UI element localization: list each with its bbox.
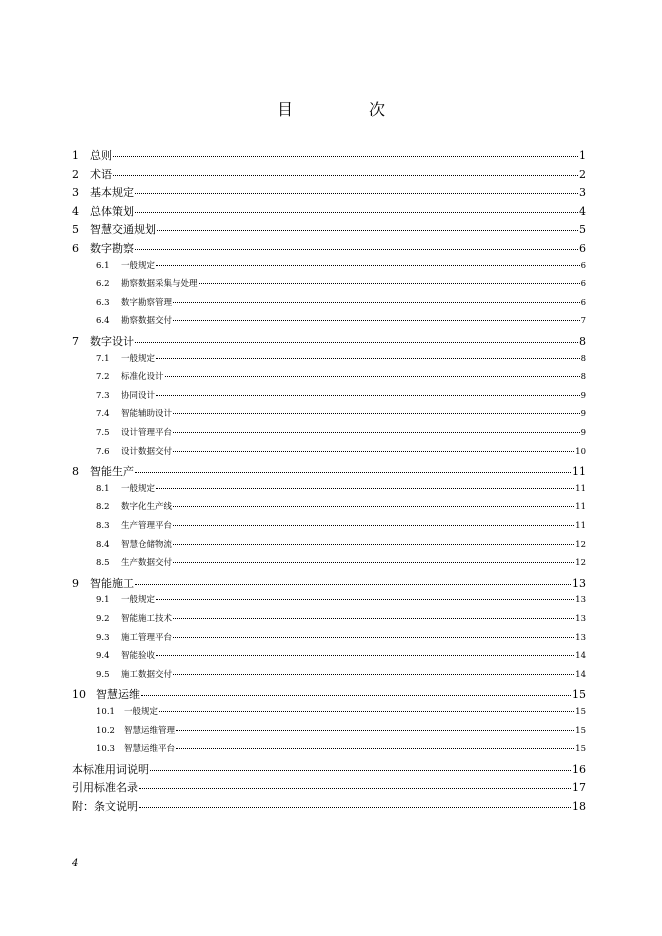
toc-entry-label: 数字化生产线	[121, 502, 173, 513]
toc-entry[interactable]	[72, 705, 586, 723]
toc-entry-number: 6	[72, 242, 79, 255]
toc-leader-dots	[113, 156, 578, 157]
toc-entry-page: 17	[572, 781, 586, 795]
toc-entry-number: 10.3	[96, 744, 115, 755]
toc-entry[interactable]	[72, 277, 586, 295]
toc-leader-dots	[135, 584, 571, 585]
toc-entry-label: 一般规定	[121, 483, 156, 494]
toc-entry-page: 15	[572, 688, 586, 702]
page-title: 目 次	[276, 100, 415, 119]
toc-entry-label: 施工数据交付	[121, 669, 173, 680]
toc-entry-page: 18	[572, 800, 586, 813]
toc-leader-dots	[156, 488, 574, 489]
toc-entry[interactable]	[72, 742, 586, 760]
toc-leader-dots	[173, 525, 574, 526]
toc-leader-dots	[173, 562, 574, 563]
toc-leader-dots	[173, 674, 574, 675]
toc-entry-page: 6	[579, 242, 586, 255]
toc-leader-dots	[173, 506, 574, 507]
toc-leader-dots	[141, 695, 571, 696]
toc-entry-label: 本标准用词说明	[72, 762, 149, 776]
toc-entry[interactable]	[72, 724, 586, 742]
toc-entry[interactable]	[72, 482, 586, 500]
toc-entry-label: 一般规定	[121, 353, 156, 364]
toc-leader-dots	[173, 451, 574, 452]
toc-entry-label: 一般规定	[121, 260, 156, 271]
toc-entry-number: 7.5	[96, 428, 110, 438]
toc-leader-dots	[173, 432, 580, 433]
toc-entry-page: 11	[575, 521, 586, 531]
toc-entry[interactable]	[72, 445, 586, 463]
toc-entry-label: 智能验收	[121, 651, 156, 662]
toc-entry-number: 8.5	[96, 558, 110, 569]
toc-leader-dots	[113, 175, 578, 176]
toc-entry-page: 1	[579, 149, 586, 162]
toc-leader-dots	[173, 544, 574, 545]
toc-entry-page: 14	[575, 669, 586, 680]
toc-entry-page: 11	[575, 502, 586, 513]
toc-entry-label: 智能施工	[90, 576, 134, 590]
toc-entry-label: 勘察数据交付	[121, 316, 173, 327]
toc-entry-page: 9	[580, 390, 586, 401]
toc-entry-label: 施工管理平台	[121, 632, 173, 643]
toc-entry[interactable]	[72, 166, 586, 184]
toc-entry-page: 12	[575, 539, 586, 550]
toc-leader-dots	[173, 637, 574, 638]
toc-leader-dots	[173, 618, 574, 619]
toc-entry-number: 7.6	[96, 446, 110, 457]
toc-entry-page: 5	[579, 223, 586, 237]
toc-entry-label: 附：条文说明	[72, 800, 138, 813]
toc-entry-label: 总体策划	[90, 204, 134, 218]
toc-entry[interactable]	[72, 259, 586, 277]
toc-entry-page: 6	[580, 297, 586, 308]
toc-entry-number: 9	[72, 576, 79, 590]
toc-entry-label: 一般规定	[124, 707, 159, 717]
toc-entry[interactable]	[72, 147, 586, 165]
toc-entry[interactable]	[72, 686, 586, 704]
toc-entry[interactable]	[72, 221, 586, 239]
toc-entry-label: 数字设计	[90, 335, 134, 348]
toc-entry[interactable]	[72, 389, 586, 407]
toc-entry-label: 协同设计	[121, 390, 156, 401]
toc-entry-page: 11	[575, 483, 586, 494]
toc-entry-page: 15	[575, 744, 586, 755]
toc-entry-number: 6.4	[96, 316, 110, 327]
toc-leader-dots	[173, 320, 580, 321]
toc-entry[interactable]	[72, 240, 586, 258]
toc-leader-dots	[156, 655, 574, 656]
toc-entry[interactable]	[72, 761, 586, 779]
toc-entry[interactable]	[72, 407, 586, 425]
toc-entry-page: 13	[575, 632, 586, 643]
toc-entry-label: 智慧运维管理	[124, 725, 176, 736]
toc-leader-dots	[135, 193, 578, 194]
toc-entry-number: 3	[72, 186, 79, 200]
toc-entry-label: 智能施工技术	[121, 614, 173, 624]
toc-leader-dots	[135, 472, 571, 473]
toc-entry[interactable]	[72, 370, 586, 388]
toc-entry-number: 9.2	[96, 614, 110, 624]
toc-entry-label: 生产管理平台	[121, 521, 173, 531]
toc-entry-number: 5	[72, 223, 79, 237]
toc-entry[interactable]	[72, 184, 586, 202]
toc-entry[interactable]	[72, 612, 586, 630]
toc-entry[interactable]	[72, 519, 586, 537]
toc-entry-label: 生产数据交付	[121, 558, 173, 569]
toc-entry[interactable]	[72, 426, 586, 444]
toc-leader-dots	[139, 788, 571, 789]
toc-leader-dots	[156, 358, 580, 359]
footer-page-number: 4	[72, 858, 79, 869]
toc-entry-label: 设计管理平台	[121, 428, 173, 438]
toc-entry[interactable]	[72, 593, 586, 611]
toc-entry-number: 7.2	[96, 372, 110, 383]
toc-leader-dots	[199, 283, 580, 284]
toc-leader-dots	[159, 711, 574, 712]
toc-entry-label: 引用标准名录	[72, 781, 138, 795]
toc-entry-page: 13	[572, 576, 586, 590]
toc-entry-number: 7	[72, 335, 79, 348]
toc-entry-number: 9.4	[96, 651, 110, 662]
toc-entry-number: 8	[72, 465, 79, 479]
toc-entry-label: 基本规定	[90, 186, 134, 200]
toc-leader-dots	[135, 342, 578, 343]
toc-entry[interactable]	[72, 779, 586, 797]
toc-entry-page: 3	[579, 186, 586, 200]
toc-entry-page: 13	[575, 614, 586, 624]
toc-leader-dots	[156, 265, 580, 266]
toc-entry[interactable]	[72, 463, 586, 481]
toc-leader-dots	[173, 413, 580, 414]
toc-entry-page: 16	[572, 762, 586, 776]
toc-entry-number: 9.1	[96, 595, 110, 606]
toc-entry-label: 设计数据交付	[121, 446, 173, 457]
toc-entry-number: 6.2	[96, 279, 110, 290]
toc-entry-page: 11	[572, 465, 586, 479]
toc-leader-dots	[176, 730, 574, 731]
toc-entry-page: 6	[580, 260, 586, 271]
toc-entry-label: 智能辅助设计	[121, 409, 173, 420]
toc-leader-dots	[173, 302, 580, 303]
toc-entry[interactable]	[72, 500, 586, 518]
toc-entry[interactable]	[72, 314, 586, 332]
toc-entry-number: 7.1	[96, 353, 110, 364]
toc-entry-number: 1	[72, 149, 79, 162]
toc-entry-page: 14	[575, 651, 586, 662]
toc-leader-dots	[165, 376, 580, 377]
toc-entry-page: 8	[580, 353, 586, 364]
toc-entry-label: 一般规定	[121, 595, 156, 606]
toc-entry-page: 7	[580, 316, 586, 327]
toc-leader-dots	[139, 807, 571, 808]
toc-entry-number: 8.1	[96, 483, 110, 494]
toc-leader-dots	[156, 395, 580, 396]
toc-entry-page: 15	[575, 725, 586, 736]
toc-entry-page: 12	[575, 558, 586, 569]
toc-entry-number: 8.4	[96, 539, 110, 550]
toc-entry-number: 10	[72, 688, 86, 702]
toc-entry-number: 7.4	[96, 409, 110, 420]
toc-entry-label: 智慧运维	[96, 688, 140, 702]
toc-entry-label: 标准化设计	[121, 372, 164, 383]
toc-entry-page: 10	[575, 446, 586, 457]
toc-leader-dots	[135, 249, 578, 250]
toc-entry-page: 15	[575, 707, 586, 717]
toc-entry-label: 术语	[90, 167, 112, 181]
toc-entry-label: 智能生产	[90, 465, 134, 479]
toc-entry-number: 9.3	[96, 632, 110, 643]
toc-entry-label: 数字勘察	[90, 242, 134, 255]
toc-entry-number: 7.3	[96, 390, 110, 401]
toc-entry-number: 8.2	[96, 502, 110, 513]
toc-entry-number: 6.1	[96, 260, 110, 271]
toc-entry-number: 4	[72, 204, 79, 218]
toc-entry-page: 6	[580, 279, 586, 290]
toc-leader-dots	[157, 230, 578, 231]
toc-entry[interactable]	[72, 538, 586, 556]
toc-entry[interactable]	[72, 649, 586, 667]
toc-entry-label: 智慧运维平台	[124, 744, 176, 755]
toc-entry[interactable]	[72, 333, 586, 351]
toc-leader-dots	[156, 599, 574, 600]
toc-entry-number: 9.5	[96, 669, 110, 680]
toc-leader-dots	[150, 770, 571, 771]
toc-entry[interactable]	[72, 203, 586, 221]
toc-entry[interactable]	[72, 556, 586, 574]
toc-entry[interactable]	[72, 296, 586, 314]
toc-entry-page: 9	[580, 409, 586, 420]
toc-leader-dots	[176, 748, 574, 749]
toc-leader-dots	[135, 212, 578, 213]
toc-entry-number: 10.1	[96, 707, 115, 717]
toc-entry-number: 8.3	[96, 521, 110, 531]
toc-entry-page: 4	[579, 204, 586, 218]
toc-entry-label: 智慧交通规划	[90, 223, 156, 237]
toc-entry[interactable]	[72, 631, 586, 649]
toc-entry[interactable]	[72, 668, 586, 686]
toc-entry-label: 总则	[90, 149, 112, 162]
toc-entry-page: 8	[579, 335, 586, 348]
toc-entry[interactable]	[72, 798, 586, 816]
toc-entry-label: 数字勘察管理	[121, 297, 173, 308]
toc-entry-number: 6.3	[96, 297, 110, 308]
toc-entry-number: 2	[72, 167, 79, 181]
toc-entry-page: 9	[580, 428, 586, 438]
toc-entry-page: 13	[575, 595, 586, 606]
toc-entry-page: 8	[580, 372, 586, 383]
toc-entry-page: 2	[579, 167, 586, 181]
toc-entry[interactable]	[72, 575, 586, 593]
toc-entry-number: 10.2	[96, 725, 115, 736]
toc-entry-label: 智慧仓储物流	[121, 539, 173, 550]
toc-entry-label: 勘察数据采集与处理	[121, 279, 198, 290]
toc-entry[interactable]	[72, 352, 586, 370]
